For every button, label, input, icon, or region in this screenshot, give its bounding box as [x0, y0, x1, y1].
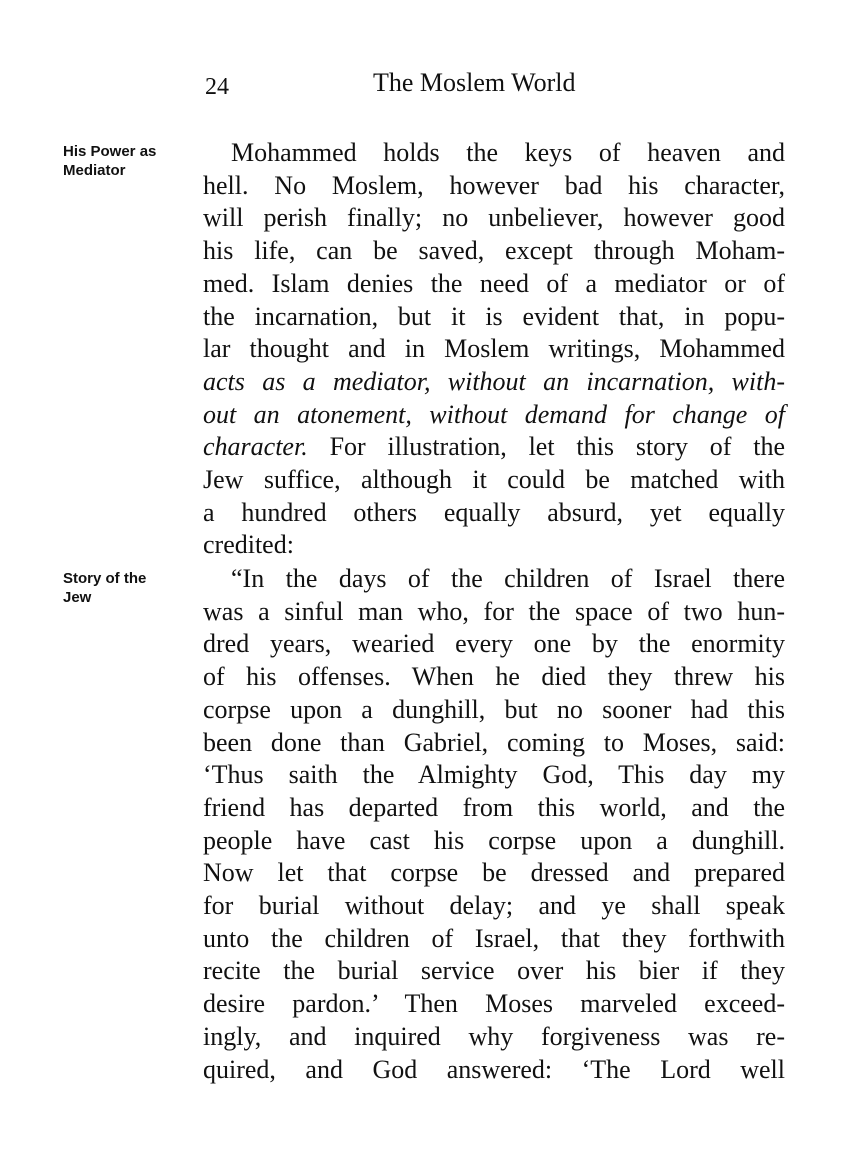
text-line: recite the burial service over his bier if they — [203, 956, 785, 986]
italic-text: acts as a mediator, without an incarnation, with- — [203, 366, 785, 396]
text-line: of his offenses. When he died they threw his — [203, 662, 785, 692]
text-line: Jew suffice, although it could be matched with — [203, 465, 785, 495]
text-line: quired, and God answered: ‘The Lord well — [203, 1054, 785, 1084]
text-line: ingly, and inquired why forgiveness was re- — [203, 1021, 785, 1051]
sidenote-line: Mediator — [63, 162, 126, 179]
sidenote-line: Story of the — [63, 570, 147, 587]
text-line: for burial without delay; and ye shall speak — [203, 891, 785, 921]
text-line: Mohammed holds the keys of heaven and — [231, 138, 785, 167]
text-line: Now let that corpse be dressed and prepared — [203, 858, 785, 888]
sidenote-power-as-mediator — [63, 142, 198, 180]
italic-text: character. — [203, 432, 308, 462]
text-line: the incarnation, but it is evident that, in popu- — [203, 301, 785, 331]
text-line: friend has departed from this world, and the — [203, 792, 785, 822]
text-line: was a sinful man who, for the space of two hun- — [203, 596, 785, 626]
text-line: unto the children of Israel, that they forthwith — [203, 923, 785, 953]
text-line: hell. No Moslem, however bad his character, — [203, 170, 785, 200]
sidenote-line: His Power as — [63, 143, 157, 160]
text-line: corpse upon a dunghill, but no sooner had this — [203, 694, 785, 724]
paragraph-story — [203, 563, 785, 1086]
text-span: For illustration, let this story of the — [307, 432, 785, 462]
paragraph-mediator — [203, 137, 785, 562]
text-line-mixed — [203, 431, 785, 464]
text-line: ‘Thus saith the Almighty God, This day my — [203, 760, 785, 790]
sidenote-story-of-the-jew — [63, 569, 198, 607]
text-line: will perish finally; no unbeliever, however good — [203, 203, 785, 233]
text-line: lar thought and in Moslem writings, Mohammed — [203, 334, 785, 364]
italic-text: out an atonement, without demand for change of — [203, 399, 785, 429]
text-line: been done than Gabriel, coming to Moses, said: — [203, 727, 785, 757]
page-header — [205, 68, 785, 108]
text-line: people have cast his corpse upon a dunghill. — [203, 825, 785, 855]
text-line: desire pardon.’ Then Moses marveled exceed- — [203, 989, 785, 1019]
text-line: “In the days of the children of Israel there — [231, 564, 785, 593]
text-line-italic — [203, 366, 785, 399]
text-line: dred years, wearied every one by the enormity — [203, 629, 785, 659]
text-line: credited: — [203, 530, 294, 560]
text-line: his life, can be saved, except through Moham- — [203, 236, 785, 266]
page-number: 24 — [205, 74, 229, 100]
running-title: The Moslem World — [373, 68, 576, 97]
text-line: med. Islam denies the need of a mediator or of — [203, 268, 785, 298]
text-line: a hundred others equally absurd, yet equally — [203, 497, 785, 527]
text-line-italic — [203, 399, 785, 432]
sidenote-line: Jew — [63, 589, 92, 606]
